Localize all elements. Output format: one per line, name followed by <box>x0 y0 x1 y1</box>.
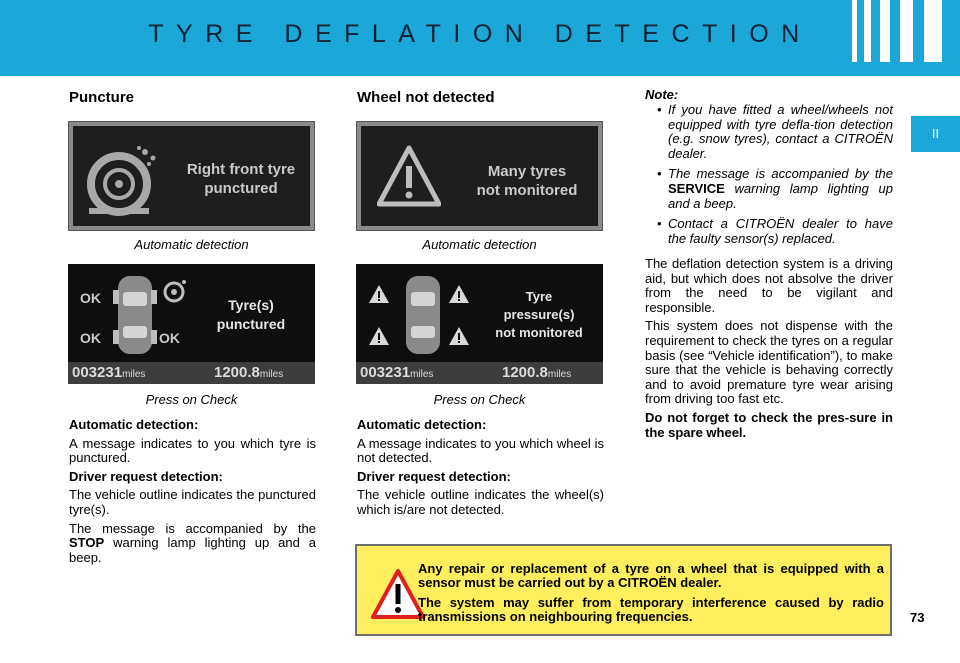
warning-front-left-icon <box>368 284 390 304</box>
warning-paragraph: Any repair or replacement of a tyre on a wheel that is equipped with a sensor must be carried out by a CITROËN dealer. <box>418 561 884 590</box>
page-number: 73 <box>910 610 925 625</box>
wheel-driver-text: The vehicle outline indicates the wheel(s) which is/are not detected. <box>357 487 604 517</box>
wheel-screen-automatic <box>356 121 603 231</box>
puncture-screen-automatic <box>68 121 315 231</box>
wheel-title: Wheel not detected <box>357 89 495 106</box>
warning-rear-left-icon <box>368 326 390 346</box>
punctured-tyre-small-icon <box>162 278 188 304</box>
warning-box <box>355 544 892 636</box>
warning-triangle-icon <box>377 144 441 208</box>
puncture-driver-text: The vehicle outline indicates the punctured tyre(s). <box>69 487 316 517</box>
warning-text <box>418 562 884 630</box>
wheel-dashboard-display <box>356 264 603 384</box>
info-paragraph-spare-wheel: Do not forget to check the pres-sure in the spare wheel. <box>645 409 893 440</box>
puncture-screen-message: Right front tyre punctured <box>186 161 296 197</box>
page-title: TYRE DEFLATION DETECTION <box>148 20 812 48</box>
ok-label-rear-left: OK <box>80 330 101 346</box>
puncture-body-text <box>69 418 316 569</box>
car-outline-icon <box>400 272 446 358</box>
wheel-dashboard-message: Tyre pressure(s) not monitored <box>495 289 583 340</box>
warning-rear-right-icon <box>448 326 470 346</box>
puncture-driver-heading: Driver request detection: <box>69 468 223 484</box>
puncture-title: Puncture <box>69 89 135 106</box>
wheel-auto-heading: Automatic detection: <box>357 417 487 432</box>
odometer-trip: 1200.8miles <box>214 364 284 381</box>
page-header <box>0 0 960 76</box>
wheel-caption-check: Press on Check <box>433 392 526 407</box>
puncture-caption-check: Press on Check <box>145 392 238 407</box>
info-paragraph: This system does not dispense with the requirement to check the tyres on a regular basis (see “Vehicle identification”), to make sure that the vehicle is behaving correctly and to avoid premature tyre wear arising from driving too fast etc. <box>645 318 893 407</box>
odometer-trip: 1200.8miles <box>502 364 572 381</box>
ok-label-front-left: OK <box>80 290 101 306</box>
wheel-driver-heading: Driver request detection: <box>357 468 511 484</box>
car-outline-icon <box>112 272 158 358</box>
note-item: • Contact a CITROËN dealer to have the faulty sensor(s) replaced. <box>655 217 893 246</box>
puncture-dashboard-message: Tyre(s) punctured <box>216 297 286 332</box>
info-paragraph: The deflation detection system is a driving aid, but which does not absolve the driver from the need to be vigilant and responsible. <box>645 256 893 315</box>
odometer-total: 003231miles <box>72 364 146 381</box>
puncture-auto-text: A message indicates to you which tyre is punctured. <box>69 435 316 466</box>
note-item: • If you have fitted a wheel/wheels not equipped with tyre defla-tion detection (e.g. snow tyres), contact a CITROËN dealer. <box>655 103 893 161</box>
wheel-body-text <box>357 418 604 522</box>
puncture-dashboard-display <box>68 264 315 384</box>
odometer-total: 003231miles <box>360 364 434 381</box>
note-title: Note: <box>645 87 679 102</box>
header-stripes-decoration <box>842 0 960 62</box>
wheel-screen-message: Many tyres not monitored <box>476 163 578 199</box>
warning-front-right-icon <box>448 284 470 304</box>
wheel-auto-text: A message indicates to you which wheel is not detected. <box>357 435 604 466</box>
ok-label-rear-right: OK <box>159 330 180 346</box>
warning-paragraph: The system may suffer from temporary interference caused by radio transmissions on neighbouring frequencies. <box>418 595 884 624</box>
punctured-tyre-icon <box>83 142 163 218</box>
wheel-caption-automatic: Automatic detection <box>422 237 537 252</box>
info-text <box>645 257 893 444</box>
note-item: • The message is accompanied by the SERVICE warning lamp lighting up and a beep. <box>655 167 893 211</box>
puncture-stop-text: The message is accompanied by the STOP warning lamp lighting up and a beep. <box>69 520 316 565</box>
chapter-tab[interactable]: II <box>911 116 960 152</box>
puncture-auto-heading: Automatic detection: <box>69 417 199 432</box>
note-list <box>655 103 893 252</box>
puncture-caption-automatic: Automatic detection <box>134 237 249 252</box>
